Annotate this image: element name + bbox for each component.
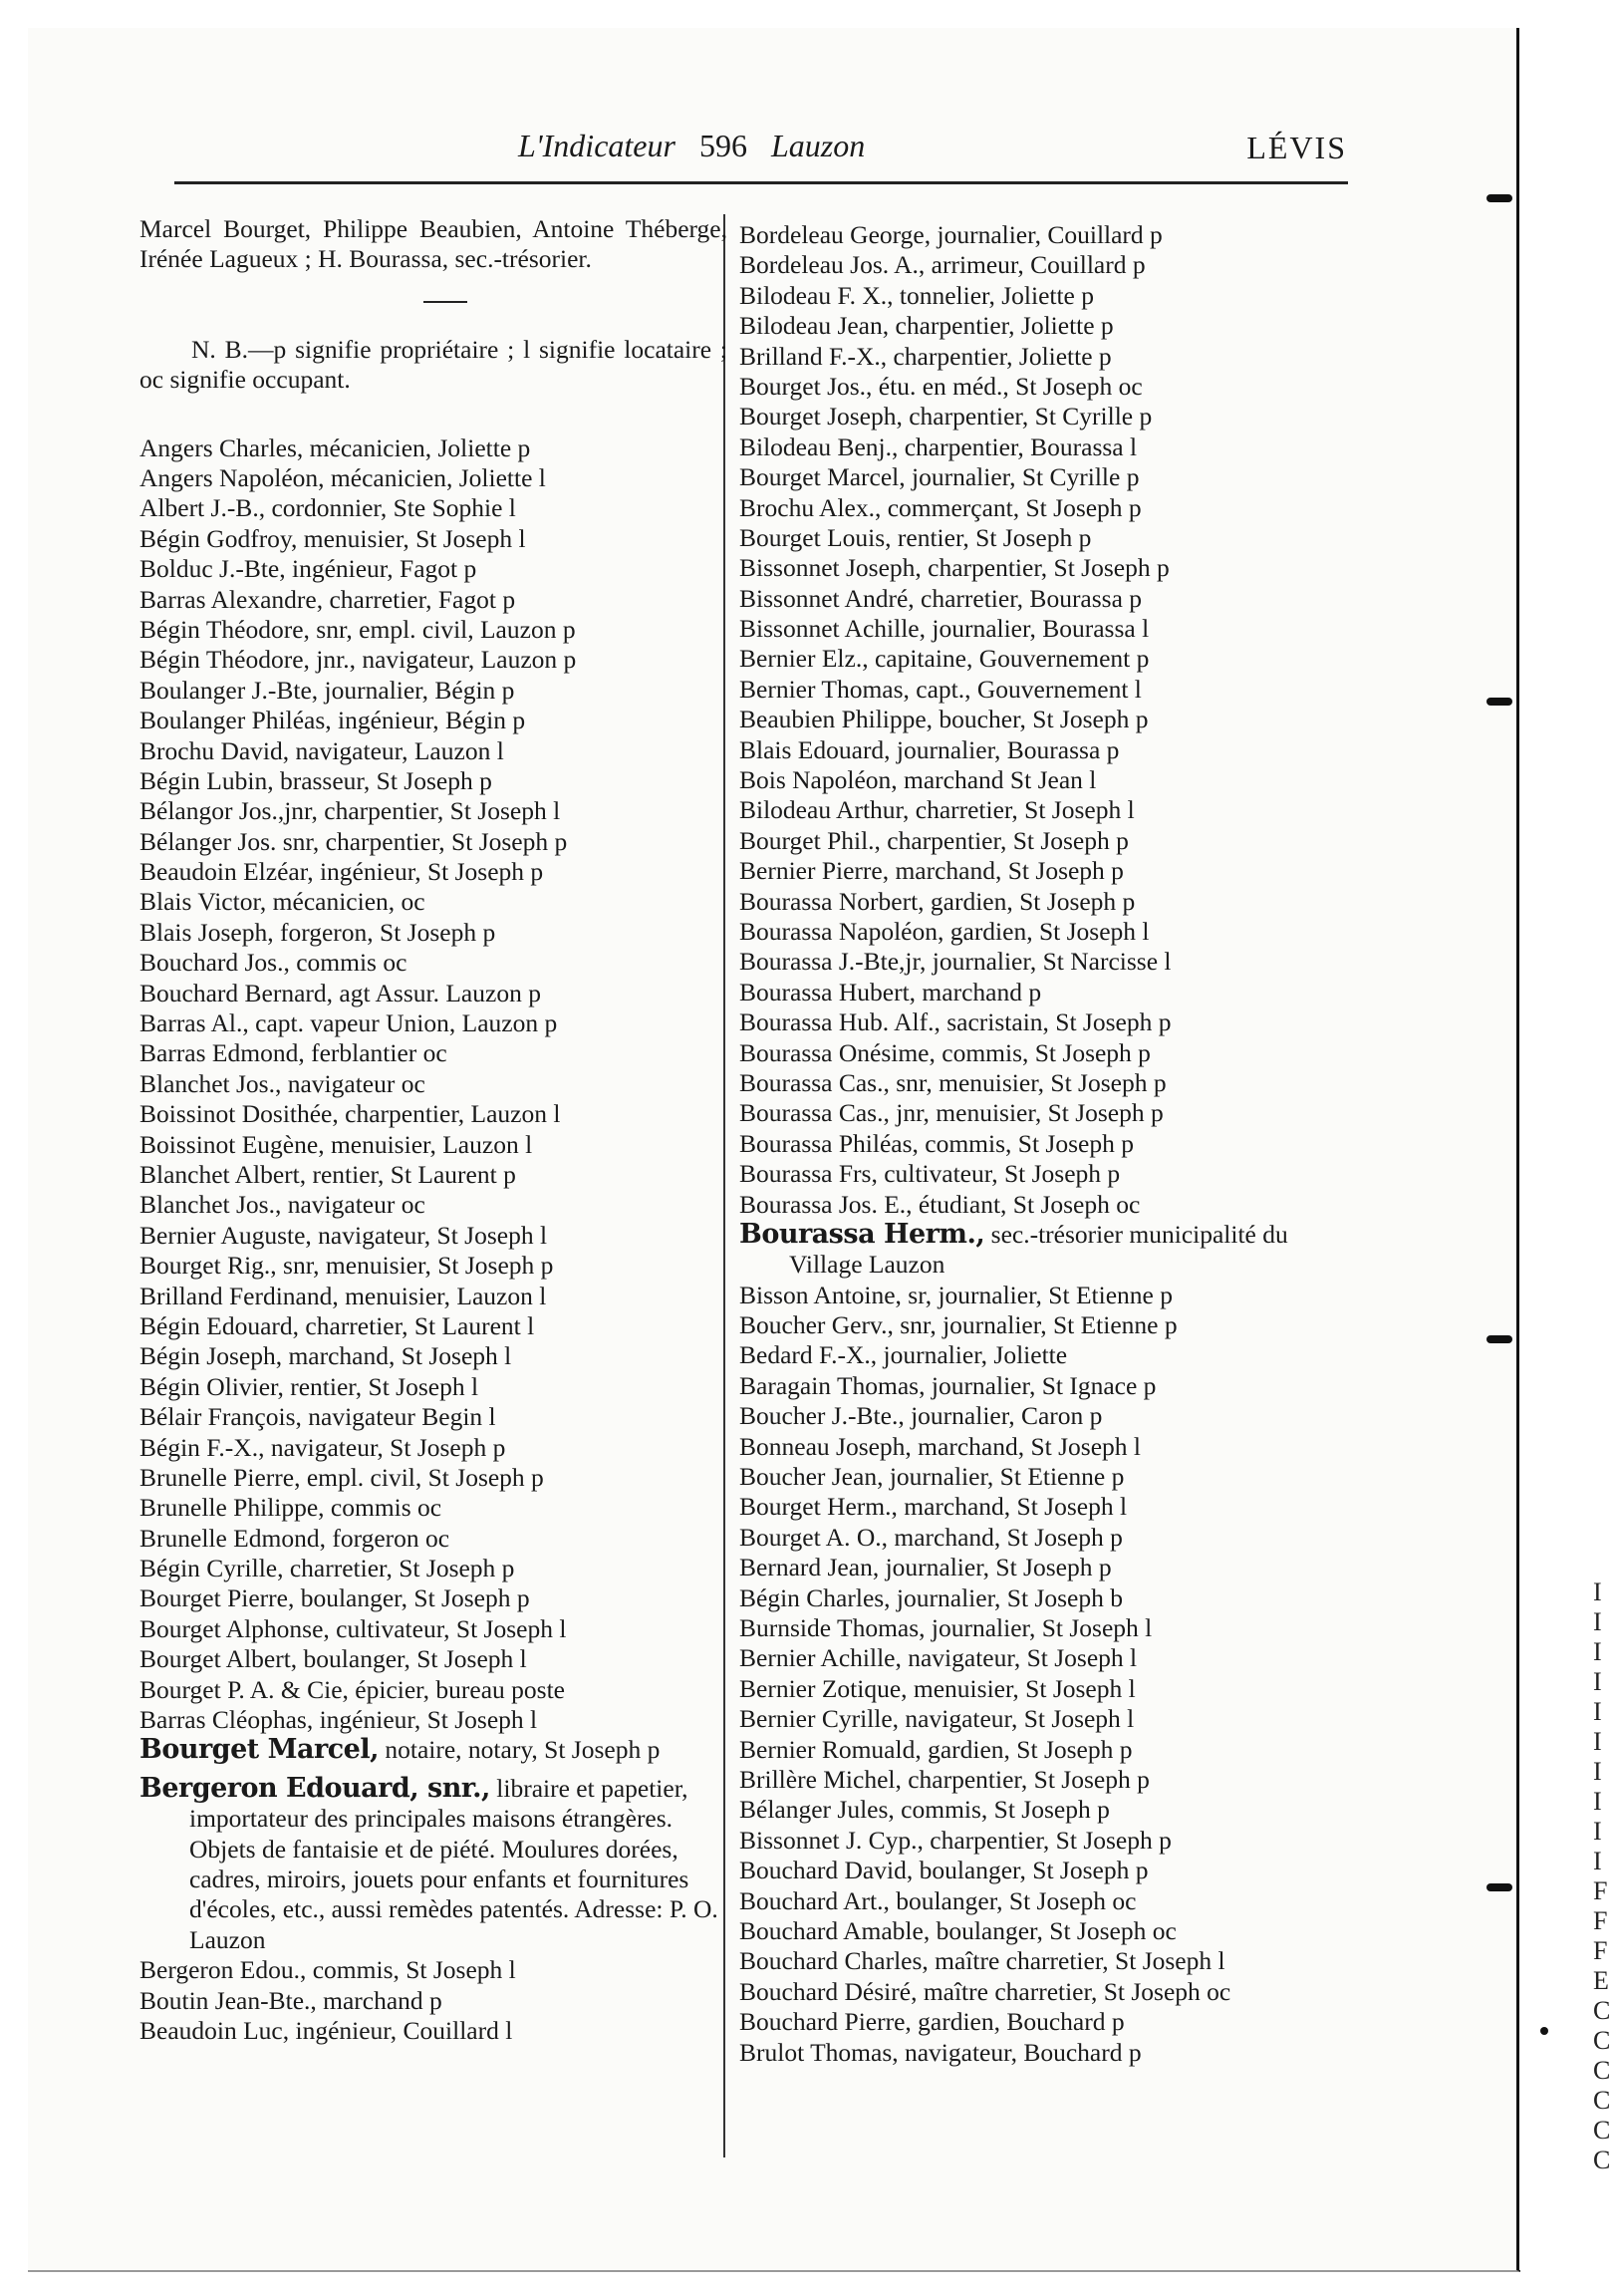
- directory-entry: Bégin Lubin, brasseur, St Joseph p: [139, 765, 492, 795]
- directory-entry: Bissonnet Achille, journalier, Bourassa l: [739, 614, 1150, 644]
- spine-letter: I: [1593, 1817, 1602, 1846]
- spine-letter: C: [1593, 2146, 1611, 2174]
- right-column: [739, 220, 1347, 2068]
- directory-entry: Albert J.-B., cordonnier, Ste Sophie l: [139, 493, 516, 523]
- abbreviation-note: N. B.—p signifie propriétaire ; l signifie locataire ; oc signifie occupant.: [139, 334, 727, 395]
- spine-letter: C: [1593, 2026, 1611, 2055]
- binding-mark: [1486, 698, 1512, 706]
- directory-entry: Bourassa J.-Bte,jr, journalier, St Narcisse l: [739, 947, 1172, 977]
- left-entry-list: [139, 433, 722, 1736]
- directory-entry: Bouchard Désiré, maître charretier, St Joseph oc: [739, 1976, 1231, 2006]
- directory-entry: Bourassa Norbert, gardien, St Joseph p: [739, 886, 1136, 916]
- directory-entry: Blanchet Jos., navigateur oc: [139, 1068, 425, 1098]
- ink-dot: [1540, 2027, 1548, 2035]
- directory-entry: Brunelle Pierre, empl. civil, St Joseph p: [139, 1462, 544, 1492]
- directory-entry: Boissinot Dosithée, charpentier, Lauzon l: [139, 1099, 561, 1129]
- directory-entry: Bergeron Edou., commis, St Joseph l: [139, 1955, 516, 1985]
- spine-letter: I: [1593, 1757, 1602, 1786]
- directory-entry: Bégin Godfroy, menuisier, St Joseph l: [139, 523, 526, 553]
- directory-entry: Brochu David, navigateur, Lauzon l: [139, 735, 504, 765]
- directory-entry: Bégin Joseph, marchand, St Joseph l: [139, 1341, 512, 1371]
- directory-entry: Bourget Phil., charpentier, St Joseph p: [739, 825, 1129, 855]
- directory-entry: Bernier Thomas, capt., Gouvernement l: [739, 674, 1142, 704]
- directory-entry: Bourassa Jos. E., étudiant, St Joseph oc: [739, 1189, 1141, 1219]
- directory-entry: Bourassa Cas., snr, menuisier, St Joseph p: [739, 1067, 1167, 1097]
- directory-entry: Bourassa Frs, cultivateur, St Joseph p: [739, 1159, 1121, 1189]
- directory-entry: Bégin Théodore, snr, empl. civil, Lauzon p: [139, 614, 576, 644]
- directory-entry: Brilland Ferdinand, menuisier, Lauzon l: [139, 1281, 547, 1310]
- spine-letter: C: [1593, 1996, 1611, 2025]
- spine-letter: C: [1593, 2056, 1611, 2085]
- directory-entry: Bourget Rig., snr, menuisier, St Joseph p: [139, 1251, 554, 1281]
- advertisement-entry: [139, 1774, 722, 1955]
- directory-entry: Angers Charles, mécanicien, Joliette p: [139, 432, 531, 462]
- header-rule: [174, 181, 1348, 184]
- directory-entry: Bourget Pierre, boulanger, St Joseph p: [139, 1583, 530, 1613]
- directory-entry: Bisson Antoine, sr, journalier, St Etienne p: [739, 1280, 1173, 1309]
- directory-entry: Bélanger Jules, commis, St Joseph p: [739, 1795, 1110, 1825]
- directory-entry: Brunelle Philippe, commis oc: [139, 1493, 442, 1523]
- directory-entry: Blanchet Albert, rentier, St Laurent p: [139, 1160, 516, 1189]
- binding-mark: [1486, 1335, 1512, 1343]
- directory-entry: Bourassa Hub. Alf., sacristain, St Joseph p: [739, 1007, 1172, 1037]
- directory-entry: Brulot Thomas, navigateur, Bouchard p: [739, 2037, 1142, 2067]
- directory-entry: Boucher J.-Bte., journalier, Caron p: [739, 1401, 1103, 1431]
- directory-entry: Barras Alexandre, charretier, Fagot p: [139, 584, 516, 614]
- directory-entry: Boutin Jean-Bte., marchand p: [139, 1985, 442, 2015]
- directory-entry: Angers Napoléon, mécanicien, Joliette l: [139, 463, 546, 493]
- header-title-left: L'Indicateur: [518, 128, 675, 163]
- directory-entry: Brillère Michel, charpentier, St Joseph p: [739, 1764, 1150, 1794]
- bold-entry-name: Bourassa Herm.,: [739, 1218, 985, 1250]
- page-number: 596: [698, 128, 747, 163]
- spine-letter: F: [1593, 1936, 1608, 1965]
- directory-entry: Bilodeau Arthur, charretier, St Joseph l: [739, 795, 1135, 825]
- spine-letter: I: [1593, 1787, 1602, 1816]
- directory-entry: Blais Victor, mécanicien, oc: [139, 887, 425, 917]
- directory-entry-bold: [739, 1220, 1347, 1281]
- directory-entry: Bégin F.-X., navigateur, St Joseph p: [139, 1432, 506, 1462]
- spine-letter: I: [1593, 1847, 1602, 1875]
- left-tail-list: [139, 1955, 722, 2046]
- directory-entry: Baragain Thomas, journalier, St Ignace p: [739, 1370, 1157, 1400]
- directory-entry: Barras Cléophas, ingénieur, St Joseph l: [139, 1705, 538, 1735]
- advertisement-name: Bergeron Edouard, snr.,: [139, 1772, 490, 1804]
- bold-entry-details: notaire, notary, St Joseph p: [379, 1735, 661, 1765]
- directory-entry: Bernier Elz., capitaine, Gouvernement p: [739, 644, 1150, 674]
- spine-letter: C: [1593, 2116, 1611, 2145]
- directory-entry: Boissinot Eugène, menuisier, Lauzon l: [139, 1129, 533, 1159]
- directory-entry: Bernier Pierre, marchand, St Joseph p: [739, 856, 1124, 886]
- directory-entry: Bégin Charles, journalier, St Joseph b: [739, 1582, 1123, 1612]
- section-dash: [423, 301, 467, 303]
- directory-entry: Bordeleau Jos. A., arrimeur, Couillard p: [739, 250, 1146, 280]
- directory-entry: Bélangor Jos.,jnr, charpentier, St Joseph l: [139, 796, 561, 826]
- directory-entry: Bouchard Pierre, gardien, Bouchard p: [739, 2007, 1125, 2037]
- directory-entry: Blais Edouard, journalier, Bourassa p: [739, 734, 1120, 764]
- directory-entry: Bouchard Art., boulanger, St Joseph oc: [739, 1885, 1137, 1915]
- directory-entry: Blanchet Jos., navigateur oc: [139, 1190, 425, 1220]
- advertisement-text: libraire et papetier, importateur des principales maisons étrangères. Objets de fantaisie et de piété. Moulures dorées, cadres, miroirs, jouets pour enfants et fournitures d'écoles, etc., aussi remèdes patentés. Adresse: P. O. Lauzon: [189, 1773, 718, 1954]
- directory-entry: Bégin Edouard, charretier, St Laurent l: [139, 1310, 535, 1340]
- right-entry-list-top: [739, 220, 1347, 1220]
- directory-entry: Bourget Marcel, journalier, St Cyrille p: [739, 462, 1140, 492]
- bold-entry-name: Bourget Marcel,: [139, 1734, 379, 1766]
- directory-entry: Boucher Jean, journalier, St Etienne p: [739, 1462, 1125, 1492]
- directory-entry: Bouchard David, boulanger, St Joseph p: [739, 1856, 1149, 1885]
- spine-letter: I: [1593, 1727, 1602, 1756]
- left-column: [139, 214, 727, 2046]
- directory-entry: Bilodeau Jean, charpentier, Joliette p: [739, 311, 1114, 341]
- directory-entry: Bernard Jean, journalier, St Joseph p: [739, 1553, 1112, 1582]
- directory-entry: Bois Napoléon, marchand St Jean l: [739, 765, 1097, 795]
- directory-entry: Bégin Olivier, rentier, St Joseph l: [139, 1371, 479, 1401]
- directory-entry: Beaudoin Elzéar, ingénieur, St Joseph p: [139, 857, 544, 887]
- directory-entry: Bourget Louis, rentier, St Joseph p: [739, 522, 1092, 552]
- spine-letter: I: [1593, 1697, 1602, 1726]
- directory-entry: Bourget Albert, boulanger, St Joseph l: [139, 1644, 527, 1674]
- directory-entry: Bourget Alphonse, cultivateur, St Joseph l: [139, 1613, 567, 1643]
- directory-entry: Beaubien Philippe, boucher, St Joseph p: [739, 705, 1149, 734]
- spine-letter: F: [1593, 1906, 1608, 1935]
- binding-mark: [1486, 194, 1512, 202]
- directory-entry: Bouchard Bernard, agt Assur. Lauzon p: [139, 978, 541, 1007]
- directory-entry: Brochu Alex., commerçant, St Joseph p: [739, 492, 1142, 522]
- directory-entry: Brunelle Edmond, forgeron oc: [139, 1523, 450, 1553]
- directory-entry: Bilodeau Benj., charpentier, Bourassa l: [739, 431, 1138, 461]
- directory-entry: Bouchard Jos., commis oc: [139, 948, 407, 978]
- directory-entry: Bourget Herm., marchand, St Joseph l: [739, 1492, 1128, 1522]
- directory-entry: Bonneau Joseph, marchand, St Joseph l: [739, 1431, 1141, 1461]
- directory-entry: Bedard F.-X., journalier, Joliette: [739, 1340, 1068, 1370]
- directory-entry: Bordeleau George, journalier, Couillard p: [739, 220, 1163, 249]
- directory-entry: Bourassa Cas., jnr, menuisier, St Joseph p: [739, 1098, 1164, 1128]
- directory-entry: Bissonnet André, charretier, Bourassa p: [739, 583, 1143, 613]
- directory-entry: Beaudoin Luc, ingénieur, Couillard l: [139, 2016, 513, 2046]
- directory-entry-bold: [139, 1735, 722, 1765]
- directory-entry: Bernier Achille, navigateur, St Joseph l: [739, 1643, 1138, 1673]
- directory-entry: Barras Edmond, ferblantier oc: [139, 1038, 447, 1068]
- spine-letter: E: [1593, 1966, 1609, 1995]
- spine-letter: F: [1593, 1876, 1608, 1905]
- directory-entry: Bernier Romuald, gardien, St Joseph p: [739, 1734, 1133, 1764]
- right-wrapped-entries: [739, 1946, 1347, 2007]
- directory-entry: Blais Joseph, forgeron, St Joseph p: [139, 917, 496, 947]
- directory-entry: Bourget A. O., marchand, St Joseph p: [739, 1522, 1123, 1552]
- directory-entry: Boucher Gerv., snr, journalier, St Etienne p: [739, 1310, 1178, 1340]
- right-entry-list-final: [739, 2007, 1347, 2068]
- directory-entry: Bouchard Charles, maître charretier, St Joseph l: [739, 1946, 1225, 1976]
- spine-letter: I: [1593, 1607, 1602, 1636]
- header-title-right: Lauzon: [770, 128, 866, 163]
- intro-paragraph: Marcel Bourget, Philippe Beaubien, Antoine Théberge, Irénée Lagueux ; H. Bourassa, sec.-trésorier.: [139, 214, 727, 274]
- directory-entry: Bernier Zotique, menuisier, St Joseph l: [739, 1673, 1136, 1703]
- right-entry-list-bottom: [739, 1281, 1347, 1947]
- header-section: LÉVIS: [1246, 130, 1347, 165]
- directory-entry: Bourassa Hubert, marchand p: [739, 977, 1042, 1006]
- directory-entry: Bourassa Napoléon, gardien, St Joseph l: [739, 916, 1150, 946]
- directory-entry: Barras Al., capt. vapeur Union, Lauzon p: [139, 1008, 558, 1038]
- directory-entry: Boulanger Philéas, ingénieur, Bégin p: [139, 706, 526, 735]
- directory-entry: Bissonnet Joseph, charpentier, St Joseph p: [739, 553, 1170, 583]
- binding-mark: [1486, 1883, 1512, 1891]
- directory-entry: Bourget Jos., étu. en méd., St Joseph oc: [739, 371, 1143, 401]
- directory-entry: Bolduc J.-Bte, ingénieur, Fagot p: [139, 554, 477, 584]
- page-header: [174, 122, 1345, 177]
- directory-entry: Bélair François, navigateur Begin l: [139, 1402, 496, 1432]
- directory-entry: Bissonnet J. Cyp., charpentier, St Joseph p: [739, 1825, 1172, 1855]
- directory-entry: Bégin Théodore, jnr., navigateur, Lauzon p: [139, 645, 577, 675]
- directory-entry: Bégin Cyrille, charretier, St Joseph p: [139, 1554, 515, 1583]
- directory-entry: Bernier Cyrille, navigateur, St Joseph l: [739, 1704, 1135, 1734]
- spine-letter: C: [1593, 2086, 1611, 2115]
- directory-entry: Bouchard Amable, boulanger, St Joseph oc: [739, 1915, 1177, 1945]
- spine-letter: I: [1593, 1578, 1602, 1606]
- directory-entry: Bourget P. A. & Cie, épicier, bureau poste: [139, 1674, 565, 1704]
- directory-entry: Bourassa Philéas, commis, St Joseph p: [739, 1128, 1134, 1158]
- bold-entry-details: sec.-trésorier municipalité du Village Lauzon: [789, 1219, 1288, 1280]
- adjacent-page-edge: [1516, 28, 1618, 2270]
- column-divider: [723, 214, 725, 2157]
- directory-entry: Bernier Auguste, navigateur, St Joseph l: [139, 1220, 548, 1250]
- directory-entry: Bourassa Onésime, commis, St Joseph p: [739, 1037, 1151, 1067]
- spine-letter: I: [1593, 1637, 1602, 1666]
- spine-letter: I: [1593, 1667, 1602, 1696]
- header-running-title: [518, 128, 889, 164]
- directory-entry: Bourget Joseph, charpentier, St Cyrille p: [739, 402, 1153, 431]
- directory-entry: Bilodeau F. X., tonnelier, Joliette p: [739, 280, 1095, 310]
- directory-entry: Boulanger J.-Bte, journalier, Bégin p: [139, 675, 515, 705]
- directory-entry: Bélanger Jos. snr, charpentier, St Joseph p: [139, 826, 568, 856]
- directory-entry: Brilland F.-X., charpentier, Joliette p: [739, 341, 1112, 371]
- directory-entry: Burnside Thomas, journalier, St Joseph l: [739, 1613, 1153, 1642]
